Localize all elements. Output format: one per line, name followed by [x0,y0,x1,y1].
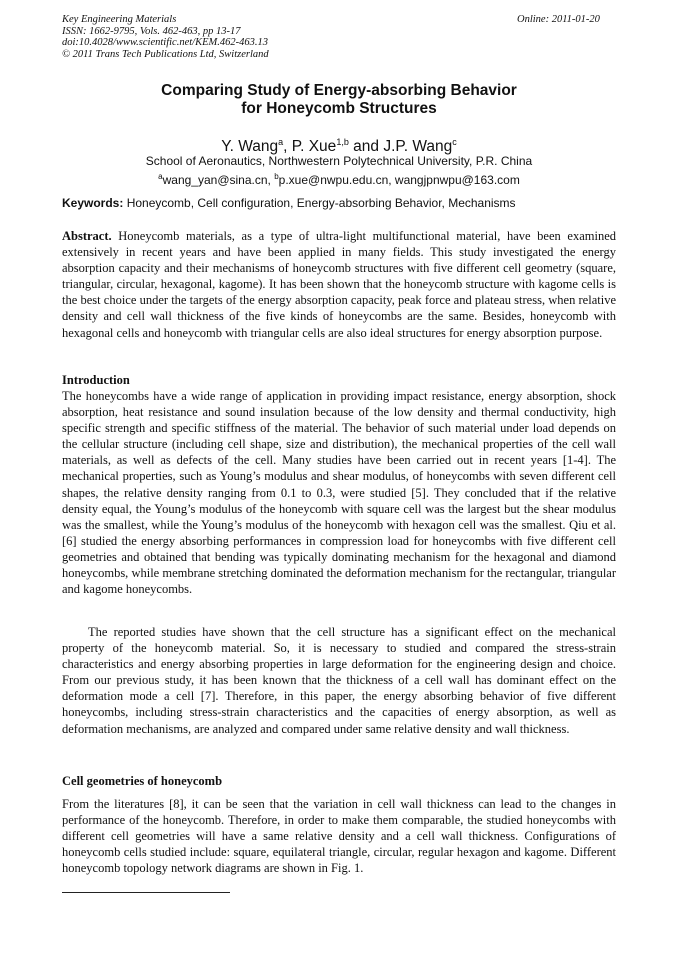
introduction-paragraph-1: The honeycombs have a wide range of application in providing impact resistance, energy absorption, shock absorption, heat resistance and sound insulation because of the low density and thermal conductivity, high specific strength and specific stiffness of the material. The behavior of such material under load depends on the cellular structure (including cell shape, size and distribution), the mechanical properties of the cell wall materials, as well as defects of the cell. Many studies have been carried out in recent years [1-4]. The mechanical properties, such as Young’s modulus and shear modulus, of honeycombs with seven different cell shapes, the relative density ranging from 0.1 to 0.3, were studied [5]. They concluded that if the relative density equal, the Young’s modulus of the honeycomb with square cell was the largest but the shear modulus was the smallest, while the Young’s modulus of the honeycomb with hexagon cell was the smallest. Qiu et al. [6] studied the energy absorbing performances in compression load for honeycombs with five different cell geometries and obtained that bending was typically dominating mechanism for the hexagonal and diamond honeycombs, while membrane stretching dominated the deformation mechanism for the rectangular, triangular and kagome honeycombs. [62,389,616,597]
keywords [62,196,616,211]
author-name: J.P. Wang [383,138,453,156]
email-superscript: a [158,172,163,181]
author-separator: and [348,138,384,156]
online-date: Online: 2011-01-20 [517,14,600,25]
author-superscript: a [278,137,284,147]
author-name: P. Xue [291,138,337,156]
journal-header [62,14,269,60]
paper-title-line-1: Comparing Study of Energy-absorbing Behavior [161,82,517,99]
journal-issn: ISSN: 1662-9795, Vols. 462-463, pp 13-17 [62,25,241,37]
footnote-divider [62,892,230,893]
journal-copyright: © 2011 Trans Tech Publications Ltd, Switzerland [62,48,269,60]
email-link[interactable]: p.xue@nwpu.edu.cn, wangjpnwpu@163.com [278,173,520,187]
introduction-paragraph-2: The reported studies have shown that the cell structure has a significant effect on the mechanical property of the honeycomb material. So, it is necessary to studied and compared the stress-strain characteristics and energy absorbing properties in large deformation for the engineering design and choice. From our previous study, it has been known that the thickness of a cell wall has dominant effect on the deformation mode a cell [7]. Therefore, in this paper, the energy absorbing behavior of five different honeycombs, including stress-strain characteristics and the capacities of energy absorption, as well as deformation mechanisms, are analyzed and compared under same relative density and wall thickness. [62,625,616,736]
introduction-heading: Introduction [62,373,130,387]
journal-doi: doi:10.4028/www.scientific.net/KEM.462-463.13 [62,37,268,48]
paper-title [62,82,616,118]
abstract [62,228,616,341]
paper-title-line-2: for Honeycomb Structures [241,100,437,117]
email-superscript: b [274,172,279,181]
author-emails [62,169,616,188]
institution: School of Aeronautics, Northwestern Polytechnical University, P.R. China [145,154,533,168]
affiliation [62,154,616,188]
author-superscript: c [452,137,457,147]
keywords-label: Keywords: [62,196,127,210]
author-superscript: 1,b [336,137,349,147]
cell-geometries-heading: Cell geometries of honeycomb [62,774,223,788]
journal-name: Key Engineering Materials [62,14,177,25]
author-separator: , [283,138,292,156]
email-link[interactable]: wang_yan@sina.cn, [162,173,275,187]
keywords-text: Honeycomb, Cell configuration, Energy-absorbing Behavior, Mechanisms [126,196,516,210]
abstract-text: Honeycomb materials, as a type of ultra-light multifunctional material, have been examined extensively in recent years and have been applied in many fields. This study investigated the energy absorption capacity and their mechanisms of honeycomb structures with five different cell geometry (square, triangular, circular, hexagonal, kagome). It has been shown that the honeycomb structure with kagome cells is the best choice under the targets of the energy absorption capacity, peak force and plateau stress, when relative density and cell wall thickness of the five kinds of honeycombs are the same. Besides, honeycomb with hexagonal cells and honeycomb with triangular cells are also ideal structures for energy absorption purpose. [62,229,616,340]
cell-geometries-paragraph: From the literatures [8], it can be seen that the variation in cell wall thickness can lead to the changes in performance of the honeycomb. Therefore, in order to make them comparable, the studied honeycombs with different cell geometries will have a same relative density and a cell wall thickness. Configurations of honeycomb cells studied include: square, equilateral triangle, circular, regular hexagon and kagome. Different honeycomb topology network diagrams are shown in Fig. 1. [62,797,616,876]
author-name: Y. Wang [221,138,279,156]
abstract-label: Abstract. [62,229,112,243]
